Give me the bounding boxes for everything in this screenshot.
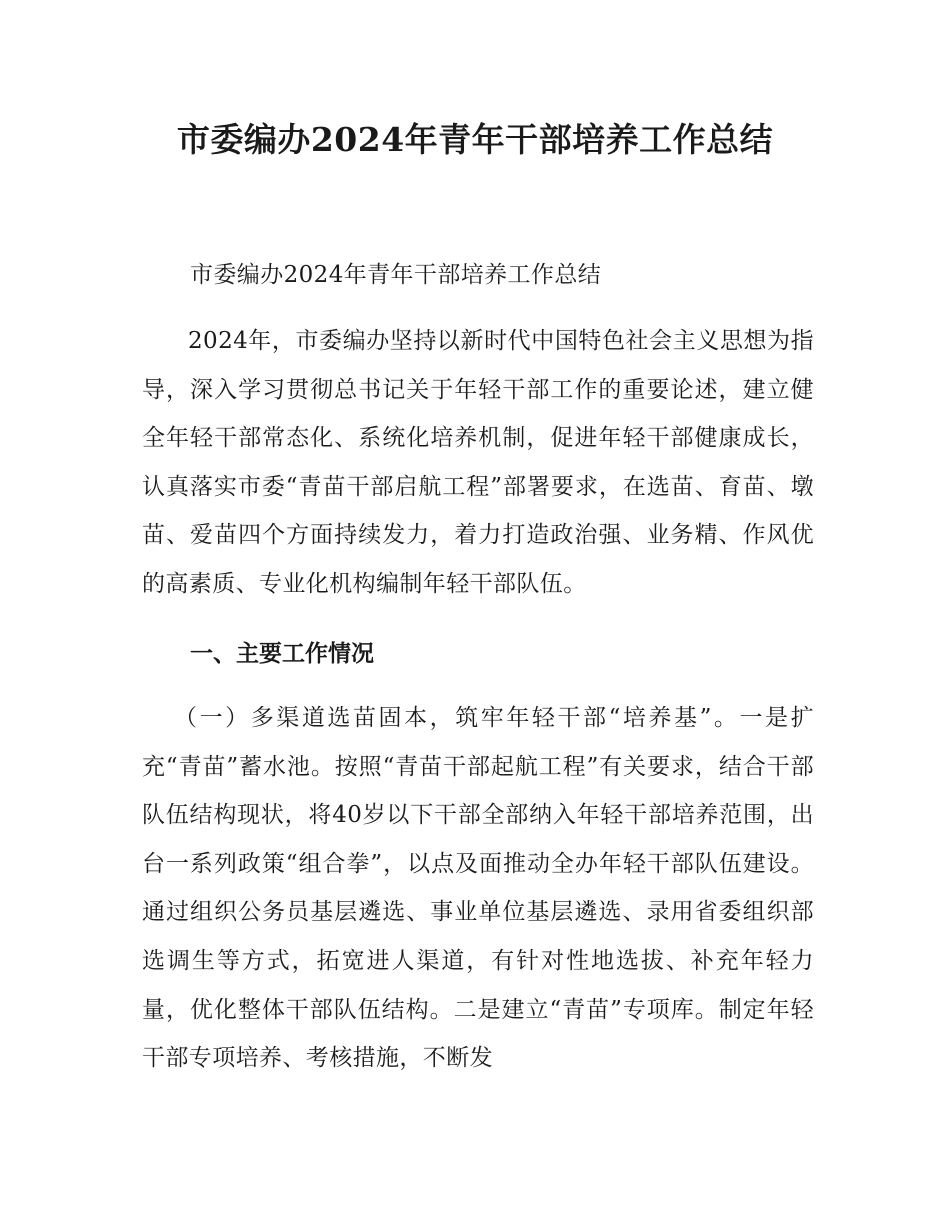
- document-subtitle: 市委编办2024年青年干部培养工作总结: [190, 262, 602, 288]
- intro-paragraph: 2024年，市委编办坚持以新时代中国特色社会主义思想为指导，深入学习贯彻总书记关于年轻干部工作的重要论述，建立健全年轻干部常态化、系统化培养机制，促进年轻干部健康成长，认真落实市委“青苗干部启航工程”部署要求，在选苗、育苗、墩苗、爱苗四个方面持续发力，着力打造政治强、业务精、作风优的高素质、专业化机构编制年轻干部队伍。: [142, 328, 814, 597]
- section-one-paragraph: （一）多渠道选苗固本，筑牢年轻干部“培养基”。一是扩充“青苗”蓄水池。按照“青苗干部起航工程”有关要求，结合干部队伍结构现状，将40岁以下干部全部纳入年轻干部培养范围，出台一系列政策“组合拳”，以点及面推动全办年轻干部队伍建设。通过组织公务员基层遴选、事业单位基层遴选、录用省委组织部选调生等方式，拓宽进人渠道，有针对性地选拔、补充年轻力量，优化整体干部队伍结构。二是建立“青苗”专项库。制定年轻干部专项培养、考核措施，不断发: [142, 705, 814, 1072]
- section-heading: 一、主要工作情况: [190, 641, 374, 667]
- document-title: 市委编办2024年青年干部培养工作总结: [176, 120, 774, 159]
